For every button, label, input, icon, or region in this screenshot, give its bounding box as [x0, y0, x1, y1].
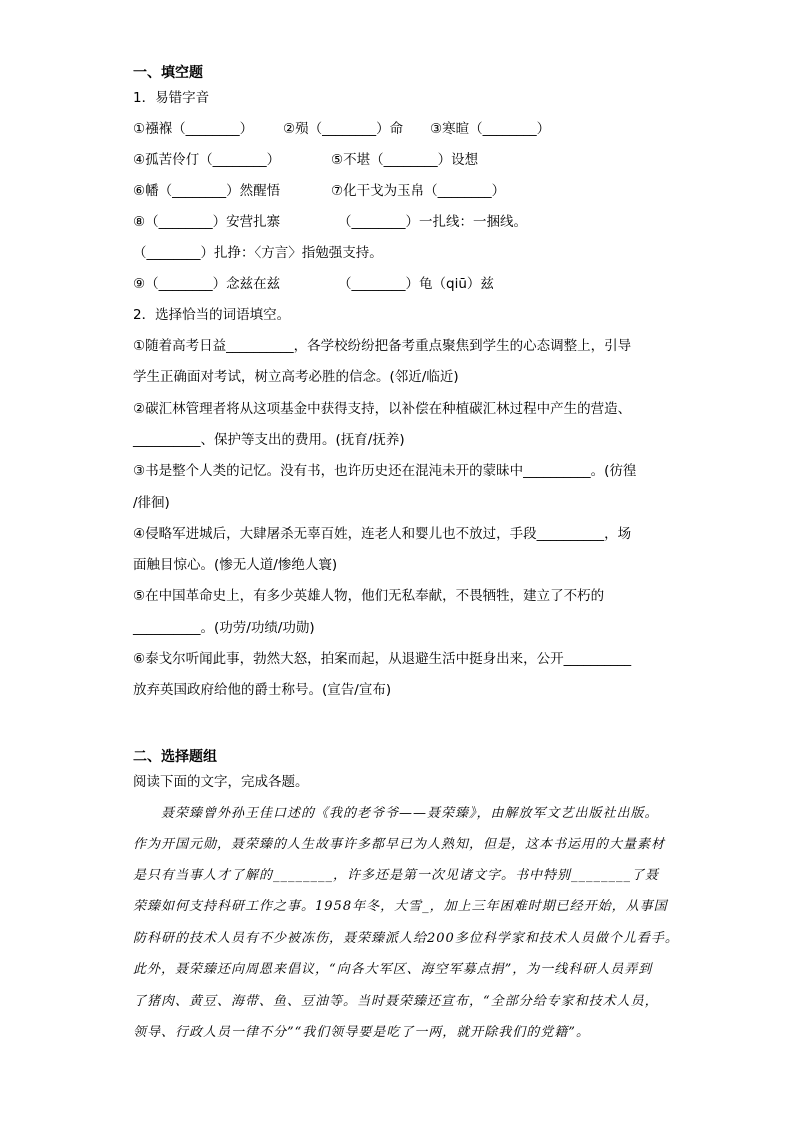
question2-title: 2．选择恰当的词语填空。 — [133, 307, 291, 323]
passage-line: 是只有当事人才了解的________，许多还是第一次见诸文字。书中特别________了聂 — [133, 868, 660, 883]
passage-line: 作为开国元勋，聂荣臻的人生故事许多都早已为人熟知，但是，这本书运用的大量素材 — [133, 837, 666, 852]
passage-line: 聂荣臻曾外孙王佳口述的《我的老爷爷——聂荣臻》，由解放军文艺出版社出版。 — [133, 806, 659, 821]
pinyin-item: （________）龟（qiū）兹 — [338, 276, 494, 292]
pinyin-item: ②殒（________）命 — [283, 121, 404, 137]
question2-line: ⑤在中国革命史上，有多少英雄人物，他们无私奉献，不畏牺牲，建立了不朽的 — [133, 588, 605, 604]
question2-line: ①随着高考日益__________，各学校纷纷把备考重点聚焦到学生的心态调整上，引导 — [133, 338, 632, 354]
pinyin-item: ④孤苦伶仃（________） — [133, 152, 281, 168]
question2-line: ④侵略军进城后，大肆屠杀无辜百姓，连老人和婴儿也不放过，手段__________，场 — [133, 526, 632, 542]
pinyin-item: ⑥幡（________）然醒悟 — [133, 183, 281, 199]
section2-title: 二、选择题组 — [133, 749, 217, 765]
pinyin-item: ⑦化干戈为玉帛（________） — [331, 183, 506, 199]
pinyin-item: ③寒暄（________） — [430, 121, 551, 137]
question2-line: 面触目惊心。(惨无人道/惨绝人寰) — [133, 557, 338, 573]
passage-line: 荣臻如何支持科研工作之事。1958年冬，大雪_，加上三年困难时期已经开始，从事国 — [133, 899, 668, 914]
passage-line: 防科研的技术人员有不少被冻伤，聂荣臻派人给200多位科学家和技术人员做个儿看手。 — [133, 931, 679, 946]
question2-line: ②碳汇林管理者将从这项基金中获得支持，以补偿在种植碳汇林过程中产生的营造、 — [133, 401, 632, 417]
passage-line: 领导、行政人员一律不分”“我们领导要是吃了一两，就开除我们的党籍”。 — [133, 1025, 590, 1040]
question2-line: 学生正确面对考试，树立高考必胜的信念。(邻近/临近) — [133, 369, 459, 385]
question2-line: __________、保护等支出的费用。(抚育/抚养) — [133, 432, 405, 448]
question2-line: __________。(功劳/功绩/功勋) — [133, 620, 315, 636]
section1-title: 一、填空题 — [133, 65, 203, 81]
pinyin-item: ①襁褓（________） — [133, 121, 254, 137]
question2-line: ③书是整个人类的记忆。没有书，也许历史还在混沌未开的蒙昧中__________。(彷徨 — [133, 463, 637, 479]
passage-line: 此外，聂荣臻还向周恩来倡议，“向各大军区、海空军募点捐”，为一线科研人员弄到 — [133, 962, 653, 977]
question2-line: /徘徊) — [133, 495, 170, 511]
pinyin-item: ⑤不堪（________）设想 — [331, 152, 479, 168]
pinyin-item: ⑧（________）安营扎寨 — [133, 214, 281, 230]
pinyin-row-5: （________）扎挣：〈方言〉指勉强支持。 — [133, 245, 383, 261]
passage-line: 了猪肉、黄豆、海带、鱼、豆油等。当时聂荣臻还宣布，“全部分给专家和技术人员， — [133, 994, 659, 1009]
pinyin-item: ⑨（________）念兹在兹 — [133, 276, 281, 292]
reading-instruction: 阅读下面的文字，完成各题。 — [133, 774, 309, 790]
question1-title: 1．易错字音 — [133, 90, 210, 106]
question2-line: 放弃英国政府给他的爵士称号。(宣告/宣布) — [133, 682, 392, 698]
pinyin-item: （________）一扎线：一捆线。 — [338, 214, 527, 230]
question2-line: ⑥泰戈尔听闻此事，勃然大怒，拍案而起，从退避生活中挺身出来，公开__________ — [133, 651, 632, 667]
